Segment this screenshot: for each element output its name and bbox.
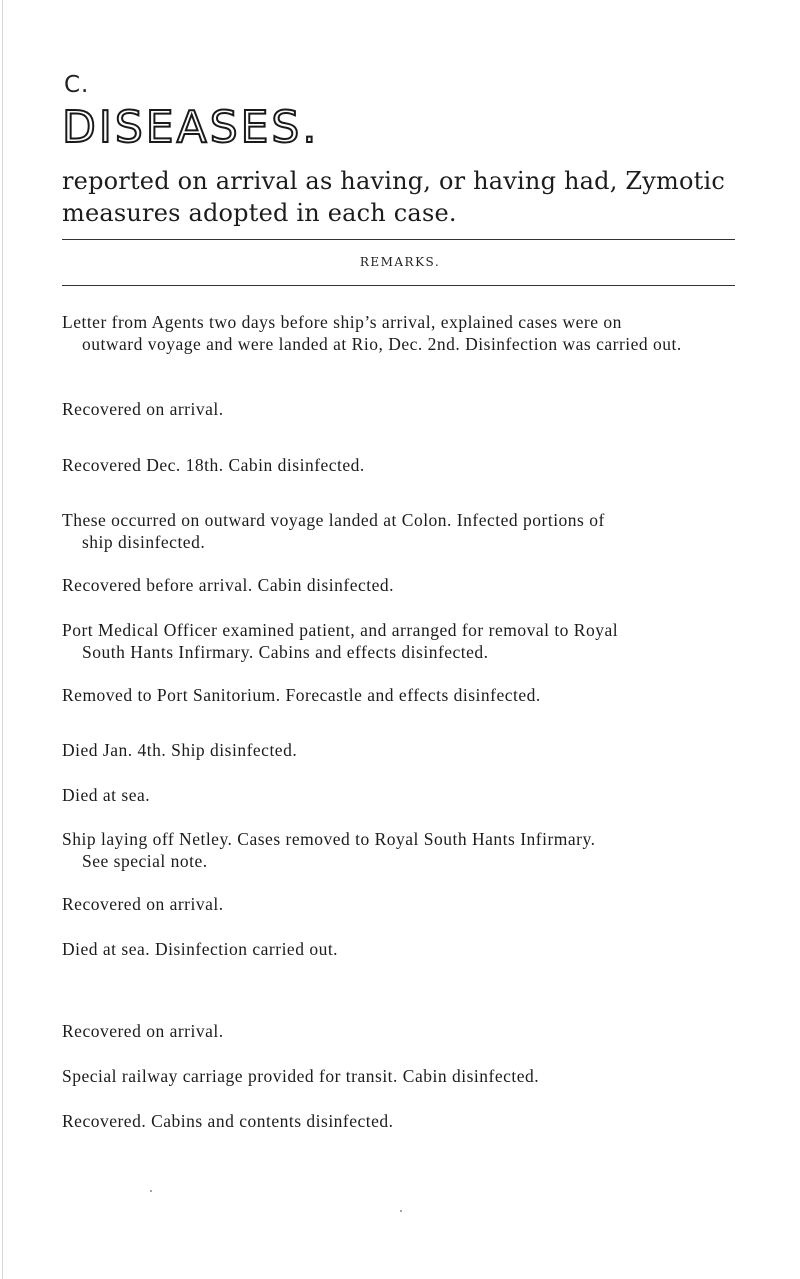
remark-entry	[62, 784, 752, 806]
remark-line: Died at sea.	[62, 785, 151, 805]
remark-continuation: ship disinfected.	[82, 532, 206, 552]
page-title: DISEASES.	[62, 102, 320, 153]
remark-line: Died at sea. Disinfection carried out.	[62, 939, 339, 959]
column-header-remarks: REMARKS.	[359, 255, 441, 269]
remark-entry	[62, 684, 752, 706]
remark-continuation: See special note.	[82, 851, 208, 871]
remark-entry	[62, 1110, 752, 1132]
remark-line: Recovered before arrival. Cabin disinfected.	[62, 575, 395, 595]
header-rule-bottom	[62, 285, 735, 286]
remark-entry	[62, 893, 752, 915]
remark-continuation: outward voyage and were landed at Rio, Dec. 2nd. Disinfection was carried out.	[82, 334, 682, 354]
remark-entry	[62, 509, 752, 553]
remark-line: Removed to Port Sanitorium. Forecastle and effects disinfected.	[62, 685, 541, 705]
remark-entry	[62, 574, 752, 596]
remark-line: Recovered on arrival.	[62, 399, 224, 419]
section-letter: C.	[64, 72, 90, 98]
remark-line: Died Jan. 4th. Ship disinfected.	[62, 740, 298, 760]
page-subtitle: reported on arrival as having, or having had, Zymotic measures adopted in each case.	[62, 167, 725, 227]
paper-speck	[150, 1190, 152, 1192]
remark-entry	[62, 1065, 752, 1087]
remark-line: Ship laying off Netley. Cases removed to Royal South Hants Infirmary.	[62, 829, 596, 849]
remark-line: These occurred on outward voyage landed at Colon. Infected portions of	[62, 510, 605, 530]
remark-line: Letter from Agents two days before ship’s arrival, explained cases were on	[62, 312, 622, 332]
remark-entry	[62, 938, 752, 960]
remark-line: Recovered Dec. 18th. Cabin disinfected.	[62, 455, 365, 475]
remark-entry	[62, 398, 752, 420]
paper-speck	[400, 1210, 402, 1212]
remark-entry	[62, 619, 752, 663]
remark-line: Recovered. Cabins and contents disinfected.	[62, 1111, 394, 1131]
remark-entry	[62, 1020, 752, 1042]
remark-line: Port Medical Officer examined patient, and arranged for removal to Royal	[62, 620, 619, 640]
remark-entry	[62, 828, 752, 872]
remark-entry	[62, 311, 752, 355]
remark-line: Special railway carriage provided for transit. Cabin disinfected.	[62, 1066, 540, 1086]
remark-continuation: South Hants Infirmary. Cabins and effects disinfected.	[82, 642, 489, 662]
scan-edge	[2, 0, 3, 1279]
header-rule-top	[62, 239, 735, 240]
remark-entry	[62, 454, 752, 476]
remark-line: Recovered on arrival.	[62, 1021, 224, 1041]
remark-line: Recovered on arrival.	[62, 894, 224, 914]
remark-entry	[62, 739, 752, 761]
